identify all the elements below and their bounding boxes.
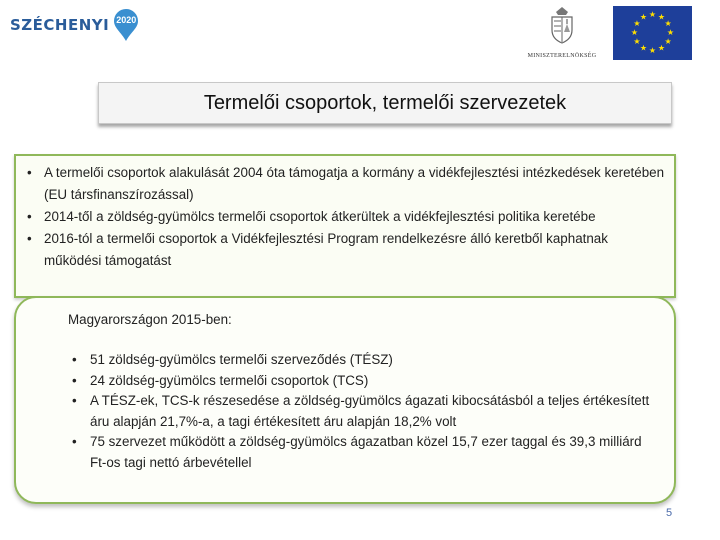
intro-bullet-item <box>16 228 668 272</box>
stats-list <box>68 350 658 473</box>
svg-text:★: ★ <box>633 19 641 28</box>
stats-item-text: 75 szervezet működött a zöldség-gyümölcs ágazatban közel 15,7 ezer taggal és 39,3 milliárd Ft-os tagi nettó árbevétellel <box>90 434 642 470</box>
title-banner <box>98 82 672 124</box>
page-number: 5 <box>666 507 673 519</box>
bullet-marker: • <box>27 209 32 224</box>
svg-text:★: ★ <box>630 28 639 37</box>
stats-box <box>14 296 676 504</box>
svg-text:★: ★ <box>657 12 666 22</box>
stats-item-text: 24 zöldség-gyümölcs termelői csoportok (TCS) <box>90 372 369 388</box>
stats-item <box>68 432 658 473</box>
map-pin-icon <box>111 8 141 42</box>
svg-text:★: ★ <box>648 10 657 19</box>
stats-item <box>68 371 658 392</box>
intro-bullet-text: 2016-tól a termelői csoportok a Vidékfejlesztési Program rendelkezésre álló keretből kaphatnak működési támogatást <box>44 231 608 268</box>
bullet-marker: • <box>27 165 32 180</box>
stats-item <box>68 391 658 432</box>
intro-bullet-item <box>16 162 668 206</box>
ministry-caption: MINISZTERELNÖKSÉG <box>527 53 597 59</box>
stats-heading: Magyarországon 2015-ben: <box>68 312 232 327</box>
ministry-logo <box>520 6 604 64</box>
svg-text:★: ★ <box>633 37 641 46</box>
stats-item-text: A TÉSZ-ek, TCS-k részesedése a zöldség-gyümölcs ágazati kibocsátásból a teljes értékesített áru alapján 21,7%-a, a tagi értékesített áru alapján 18,2% volt <box>90 393 650 429</box>
hungarian-crest-icon <box>548 6 576 44</box>
stats-item-text: 51 zöldség-gyümölcs termelői szerveződés (TÉSZ) <box>90 352 393 367</box>
bullet-marker: • <box>27 231 32 246</box>
bullet-marker: • <box>72 352 77 367</box>
bullet-marker: • <box>72 372 77 388</box>
bullet-marker: • <box>72 434 77 449</box>
eu-flag-icon <box>613 6 692 60</box>
page-title: Termelői csoportok, termelői szervezetek <box>203 91 567 114</box>
szechenyi-logo-word: SZÉCHENYI <box>10 16 110 34</box>
svg-text:★: ★ <box>664 19 672 28</box>
svg-text:★: ★ <box>664 37 672 46</box>
bullet-marker: • <box>72 393 77 408</box>
svg-text:★: ★ <box>639 12 648 22</box>
intro-bullet-text: 2014-től a zöldség-gyümölcs termelői csoportok átkerültek a vidékfejlesztési politika keretébe <box>44 209 596 224</box>
stats-item <box>68 350 658 371</box>
svg-text:★: ★ <box>657 43 666 53</box>
intro-bullet-text: A termelői csoportok alakulását 2004 óta támogatja a kormány a vidékfejlesztési intézkedések keretében (EU társfinanszírozással) <box>44 165 665 202</box>
map-pin-shape <box>111 8 141 42</box>
intro-bullet-list <box>16 156 674 272</box>
svg-text:★: ★ <box>639 43 648 53</box>
intro-bullets-box <box>14 154 676 298</box>
intro-bullet-item <box>16 206 668 228</box>
szechenyi-2020-logo <box>10 6 141 44</box>
szechenyi-logo-year: 2020 <box>116 15 137 25</box>
svg-text:★: ★ <box>648 46 657 55</box>
svg-text:★: ★ <box>666 28 675 37</box>
eu-stars-ring <box>613 6 692 60</box>
